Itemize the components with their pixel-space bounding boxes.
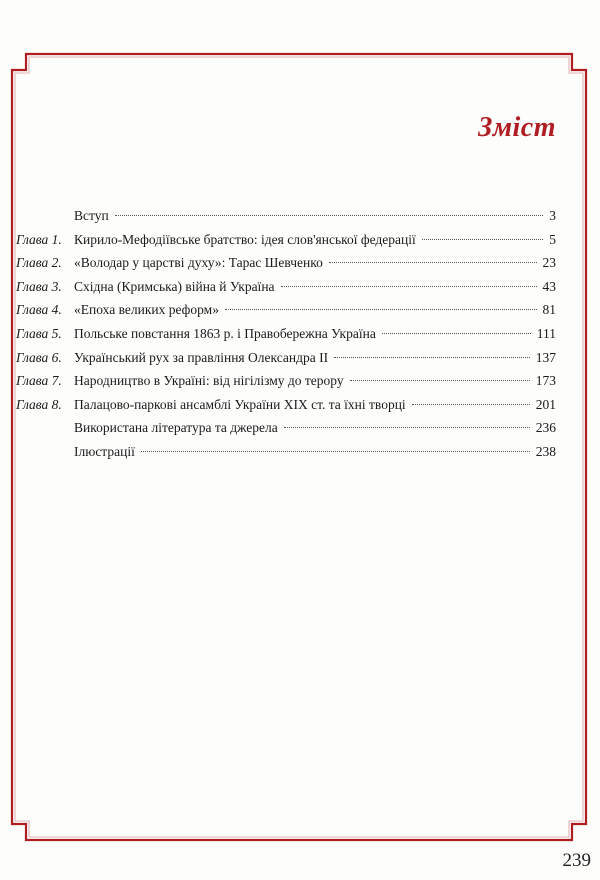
- toc-row: [0, 418, 600, 438]
- toc-page-number: 81: [542, 302, 556, 318]
- toc-chapter-label: Глава 2.: [16, 255, 62, 271]
- toc-title: Польське повстання 1863 р. і Правобережна Україна: [74, 326, 376, 341]
- toc-leader-dots: [422, 239, 543, 240]
- toc-chapter-label: Глава 1.: [16, 231, 62, 247]
- toc-title: Ілюстрації: [74, 444, 135, 459]
- toc-page-number: 111: [536, 326, 556, 341]
- toc-entry: [74, 371, 556, 391]
- toc-row: [0, 253, 600, 273]
- page-title: Зміст: [478, 112, 556, 143]
- toc-chapter-label: Глава 4.: [16, 302, 62, 318]
- toc-leader-dots: [284, 427, 530, 428]
- toc-entry: [74, 324, 556, 344]
- toc-leader-dots: [412, 404, 530, 405]
- toc-title: «Епоха великих реформ»: [74, 302, 219, 318]
- toc-chapter-label: Глава 7.: [16, 373, 62, 389]
- toc-title: Палацово-паркові ансамблі України XIX ст. та їхні творці: [74, 396, 406, 412]
- toc-leader-dots: [281, 286, 537, 287]
- toc-row: [0, 371, 600, 391]
- toc-leader-dots: [225, 309, 537, 310]
- toc-title: Східна (Кримська) війна й Україна: [74, 278, 275, 294]
- toc-chapter-label: Глава 5.: [16, 326, 62, 341]
- toc-chapter-label: Глава 3.: [16, 278, 62, 294]
- toc-leader-dots: [141, 451, 530, 452]
- toc-page-number: 238: [535, 444, 556, 459]
- toc-entry: [74, 418, 556, 438]
- toc-entry: [74, 442, 556, 462]
- toc-title: Використана література та джерела: [74, 420, 278, 436]
- toc-chapter-label: Глава 6.: [16, 349, 62, 365]
- toc-chapter-label: Глава 8.: [16, 396, 62, 412]
- toc-page-number: 236: [535, 420, 556, 436]
- toc-row: [0, 300, 600, 320]
- toc-title: «Володар у царстві духу»: Тарас Шевченко: [74, 255, 323, 271]
- toc-title: Кирило-Мефодіївське братство: ідея слов'янської федерації: [74, 231, 416, 247]
- toc-title: Вступ: [74, 208, 109, 223]
- toc-page-number: 137: [535, 349, 556, 365]
- toc-page-number: 43: [542, 278, 556, 294]
- toc-leader-dots: [329, 262, 537, 263]
- toc-title: Український рух за правління Олександра II: [74, 349, 329, 365]
- toc-leader-dots: [115, 215, 544, 216]
- toc-page-number: 201: [535, 396, 556, 412]
- toc-entry: [74, 395, 556, 415]
- toc-row: [0, 348, 600, 368]
- toc-entry: [74, 230, 556, 250]
- toc-entry: [74, 253, 556, 273]
- toc-row: [0, 277, 600, 297]
- toc-row: [0, 442, 600, 462]
- toc-page-number: 173: [535, 373, 556, 389]
- toc-leader-dots: [382, 333, 531, 334]
- toc-entry: [74, 206, 556, 226]
- toc-leader-dots: [350, 380, 530, 381]
- toc-entry: [74, 277, 556, 297]
- toc-entry: [74, 300, 556, 320]
- toc-entry: [74, 348, 556, 368]
- toc-row: [0, 324, 600, 344]
- page-number: 239: [560, 850, 595, 872]
- toc-leader-dots: [334, 357, 530, 358]
- toc-row: [0, 395, 600, 415]
- toc-row: [0, 206, 600, 226]
- toc-title: Народництво в Україні: від нігілізму до терору: [74, 373, 344, 389]
- toc-row: [0, 230, 600, 250]
- toc-page-number: 5: [549, 231, 556, 247]
- toc-page-number: 3: [549, 208, 556, 223]
- toc-page-number: 23: [542, 255, 556, 271]
